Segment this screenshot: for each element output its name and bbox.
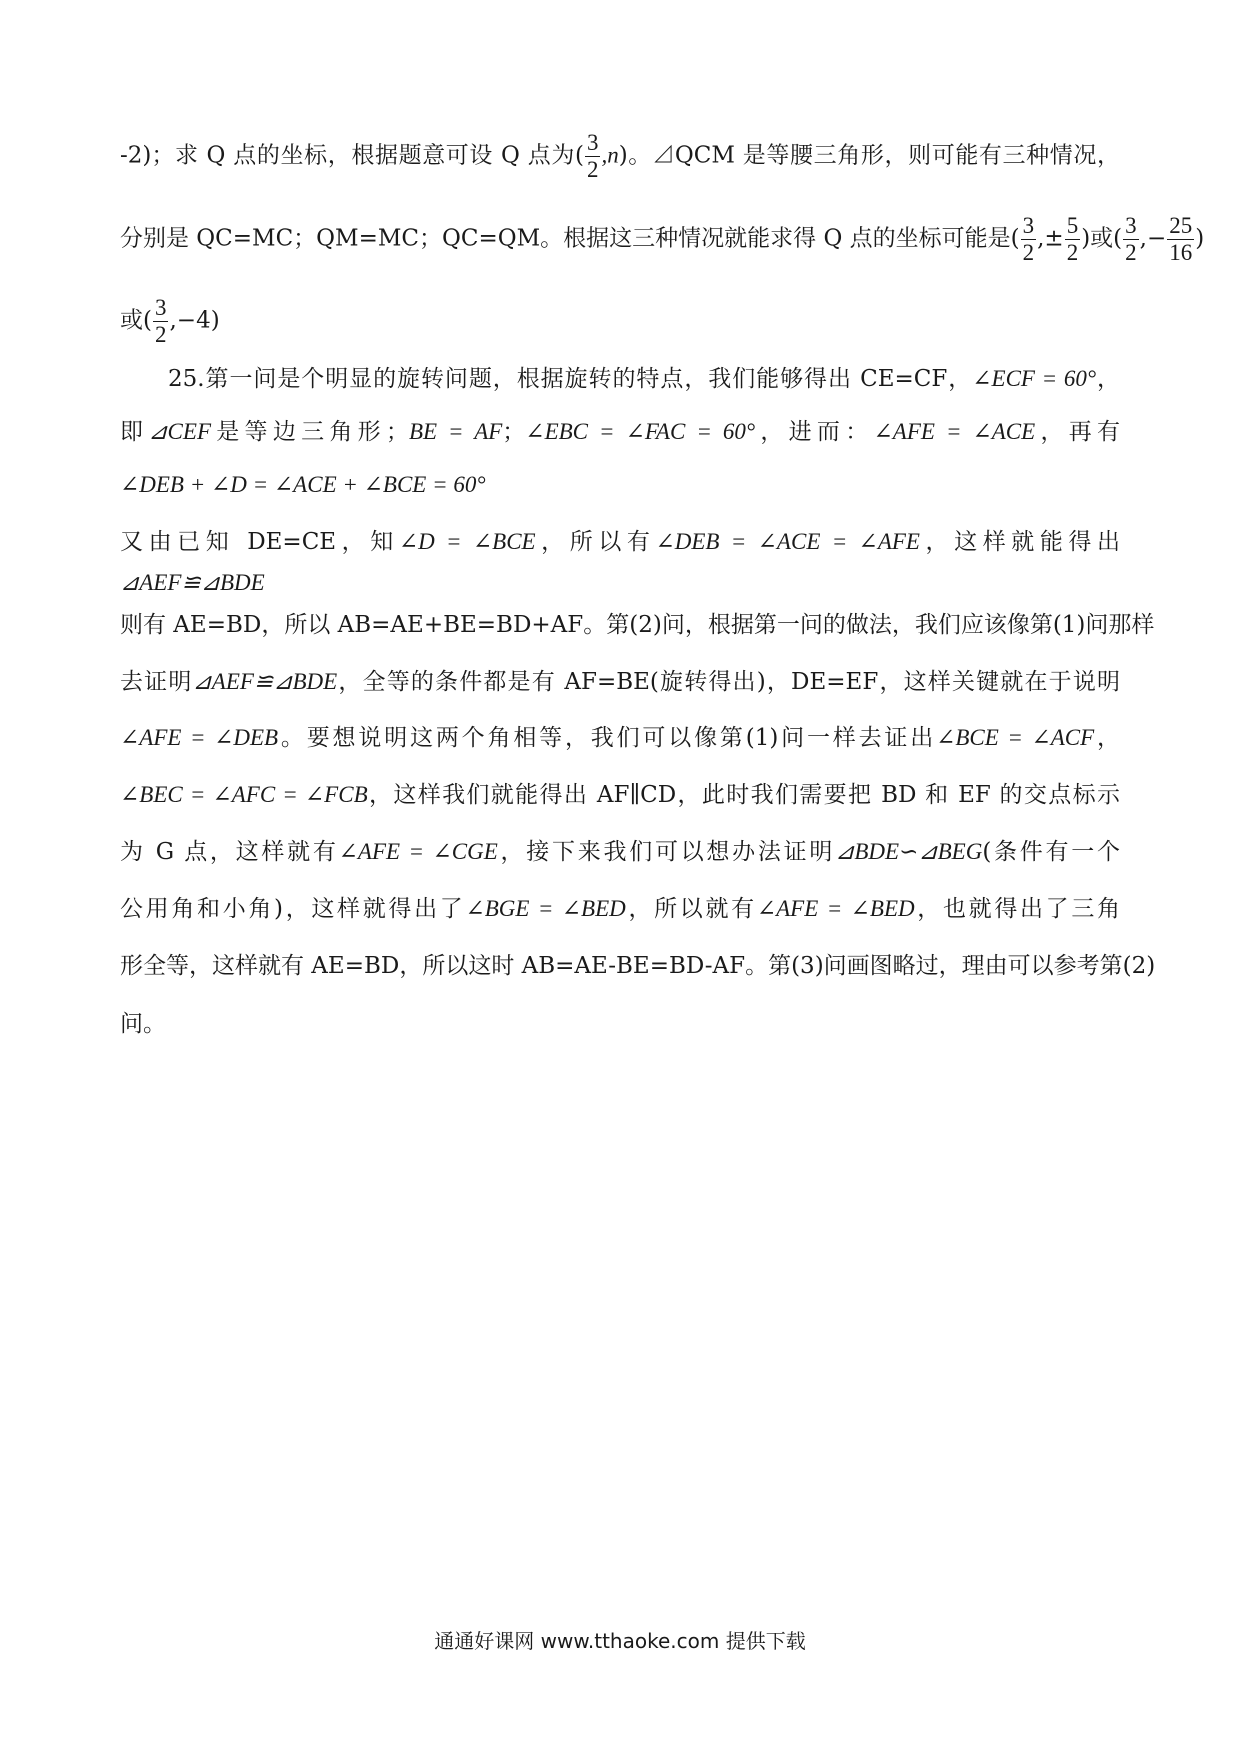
text-span: ) (1195, 225, 1205, 252)
text-span: 又由已知 DE=CE，知 (120, 529, 399, 555)
text-line (120, 527, 1120, 557)
text-line (120, 417, 1120, 447)
text-span: 则有 AE=BD，所以 AB=AE+BE=BD+AF。第(2)问，根据第一问的做法，我们应该像第(1)问那样 (120, 612, 1155, 638)
text-span: ， (1096, 366, 1121, 392)
fraction-denominator: 2 (586, 157, 599, 182)
text-span: -2)；求 Q 点的坐标，根据题意可设 Q 点为( (120, 142, 584, 169)
text-line (120, 568, 1120, 598)
math-span: ⊿BDE∽⊿BEG (835, 839, 983, 864)
fraction-denominator: 2 (1066, 240, 1079, 265)
math-span: ∠DEB + ∠D = ∠ACE + ∠BCE = 60° (120, 472, 486, 497)
math-span: ∠AFE = ∠ACE (873, 419, 1036, 444)
math-span: ∠AFE = ∠DEB (120, 725, 279, 750)
math-span: ,n (601, 142, 619, 168)
math-span: ⊿AEF≌⊿BDE (192, 669, 338, 694)
math-span: ∠BCE = ∠ACF (936, 725, 1095, 750)
text-span: 公用角和小角)，这样就得出了 (120, 896, 466, 922)
text-span: ，所以有 (535, 529, 656, 555)
text-line (120, 213, 1205, 266)
text-line (120, 951, 1156, 981)
text-span: 形全等，这样就有 AE=BD，所以这时 AB=AE-BE=BD-AF。第(3)问画图略过，理由可以参考第(2) (120, 953, 1156, 979)
text-span: ，再有 (1035, 419, 1121, 445)
text-span: ,± (1037, 225, 1064, 252)
fraction-numerator: 25 (1169, 213, 1193, 238)
text-line (120, 364, 1120, 394)
math-span: ∠BEC = ∠AFC = ∠FCB (120, 782, 368, 807)
text-span: 。要想说明这两个角相等，我们可以像第(1)问一样去证出 (278, 725, 937, 751)
math-span: ∠AFE = ∠BED (756, 896, 915, 921)
text-span: ，所以就有 (625, 896, 757, 922)
math-span: ∠BGE = ∠BED (465, 896, 626, 921)
math-span: ⊿AEF≌⊿BDE (120, 570, 265, 595)
fraction-denominator: 16 (1169, 240, 1193, 265)
fraction (1167, 213, 1194, 266)
text-span: 或( (120, 307, 152, 334)
page-footer: 通通好课网 www.tthaoke.com 提供下载 (434, 1629, 806, 1653)
fraction (585, 130, 601, 183)
fraction-denominator: 2 (1022, 240, 1035, 265)
fraction (1123, 213, 1139, 266)
text-span: 问。 (120, 1011, 166, 1037)
text-line (120, 894, 1120, 924)
text-line (120, 130, 1120, 183)
text-span: ，接下来我们可以想办法证明 (497, 839, 836, 865)
text-span: )。⊿QCM 是等腰三角形，则可能有三种情况， (618, 142, 1120, 169)
math-span: ∠D = ∠BCE (398, 529, 536, 554)
text-span: ，也就得出了三角 (914, 896, 1121, 922)
text-span: ,− (1139, 225, 1167, 252)
text-span: (条件有一个 (982, 839, 1120, 865)
fraction-denominator: 2 (154, 322, 167, 347)
text-span: )或( (1081, 225, 1123, 252)
text-line (120, 470, 1120, 500)
fraction-numerator: 3 (154, 295, 167, 320)
text-span: 是等边三角形； (211, 419, 409, 445)
text-span: ； (502, 419, 526, 445)
text-line (120, 780, 1120, 810)
text-line (120, 610, 1155, 640)
math-span: BE = AF (408, 419, 503, 444)
fraction (153, 295, 169, 348)
text-span: 为 G 点，这样就有 (120, 839, 339, 865)
fraction (1065, 213, 1081, 266)
text-span: 25.第一问是个明显的旋转问题，根据旋转的特点，我们能够得出 CE=CF， (168, 366, 973, 392)
fraction-numerator: 3 (1125, 213, 1137, 238)
math-span: ⊿CEF (148, 419, 211, 444)
text-line (120, 723, 1120, 753)
fraction-numerator: 5 (1066, 213, 1079, 238)
math-span: ∠EBC = ∠FAC = 60° (525, 419, 756, 444)
text-span: 即 (120, 419, 149, 445)
text-line (120, 1009, 1120, 1039)
text-span: ，全等的条件都是有 AF=BE(旋转得出)，DE=EF，这样关键就在于说明 (337, 669, 1120, 695)
text-span: ，这样就能得出 (919, 529, 1121, 555)
math-span: ∠ECF = 60° (972, 366, 1097, 391)
fraction-numerator: 3 (586, 130, 599, 155)
text-span: ，进而： (755, 419, 874, 445)
fraction-denominator: 2 (1125, 240, 1137, 265)
math-span: ∠DEB = ∠ACE = ∠AFE (655, 529, 920, 554)
text-line (120, 667, 1120, 697)
fraction (1021, 213, 1037, 266)
text-span: ， (1094, 725, 1120, 751)
text-span: 去证明 (120, 669, 193, 695)
text-span: 分别是 QC=MC；QM=MC；QC=QM。根据这三种情况就能求得 Q 点的坐标可能是( (120, 225, 1020, 252)
text-span: ，这样我们就能得出 AF∥CD，此时我们需要把 BD 和 EF 的交点标示 (367, 782, 1120, 808)
text-line (120, 837, 1120, 867)
text-line (120, 295, 1120, 348)
text-span: ,−4) (169, 307, 220, 334)
math-span: ∠AFE = ∠CGE (338, 839, 498, 864)
fraction-numerator: 3 (1022, 213, 1035, 238)
